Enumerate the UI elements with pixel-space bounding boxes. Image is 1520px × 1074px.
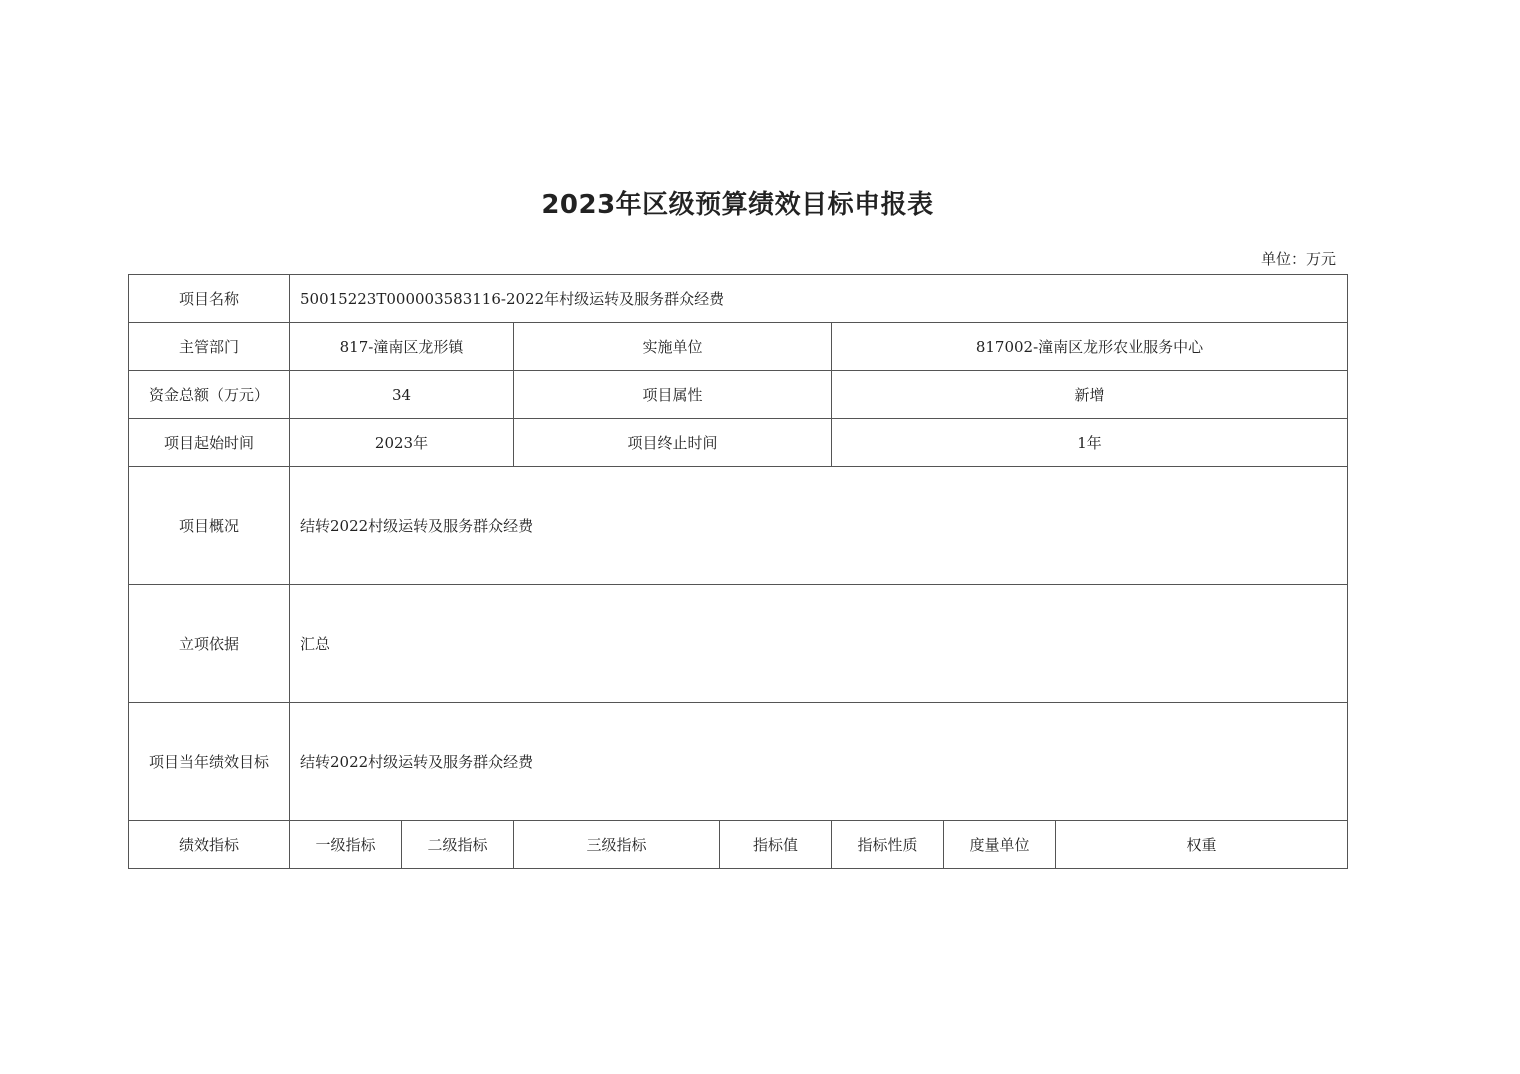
implementing-unit-value: 817002-潼南区龙形农业服务中心	[832, 323, 1348, 371]
row-time	[129, 419, 1348, 467]
end-time-value: 1年	[832, 419, 1348, 467]
budget-form-table	[128, 274, 1348, 869]
row-goal	[129, 703, 1348, 821]
project-name-value: 50015223T000003583116-2022年村级运转及服务群众经费	[290, 275, 1348, 323]
indicator-header-nature: 指标性质	[832, 821, 944, 869]
project-name-label: 项目名称	[129, 275, 290, 323]
project-attribute-label: 项目属性	[514, 371, 832, 419]
row-indicators-header	[129, 821, 1348, 869]
basis-label: 立项依据	[129, 585, 290, 703]
department-label: 主管部门	[129, 323, 290, 371]
indicators-label: 绩效指标	[129, 821, 290, 869]
overview-label: 项目概况	[129, 467, 290, 585]
indicator-header-weight: 权重	[1056, 821, 1348, 869]
row-department	[129, 323, 1348, 371]
funds-label: 资金总额（万元）	[129, 371, 290, 419]
department-value: 817-潼南区龙形镇	[290, 323, 514, 371]
indicator-header-unit: 度量单位	[944, 821, 1056, 869]
indicator-header-level1: 一级指标	[290, 821, 402, 869]
goal-value: 结转2022村级运转及服务群众经费	[290, 703, 1348, 821]
basis-value: 汇总	[290, 585, 1348, 703]
indicator-header-level3: 三级指标	[514, 821, 720, 869]
project-attribute-value: 新增	[832, 371, 1348, 419]
overview-value: 结转2022村级运转及服务群众经费	[290, 467, 1348, 585]
row-project-name	[129, 275, 1348, 323]
row-basis	[129, 585, 1348, 703]
goal-label: 项目当年绩效目标	[129, 703, 290, 821]
start-time-label: 项目起始时间	[129, 419, 290, 467]
indicator-header-level2: 二级指标	[402, 821, 514, 869]
page-title: 2023年区级预算绩效目标申报表	[541, 190, 934, 220]
implementing-unit-label: 实施单位	[514, 323, 832, 371]
unit-label: 单位：万元	[1260, 250, 1336, 268]
start-time-value: 2023年	[290, 419, 514, 467]
funds-value: 34	[290, 371, 514, 419]
row-overview	[129, 467, 1348, 585]
indicator-header-value: 指标值	[720, 821, 832, 869]
row-funds	[129, 371, 1348, 419]
end-time-label: 项目终止时间	[514, 419, 832, 467]
